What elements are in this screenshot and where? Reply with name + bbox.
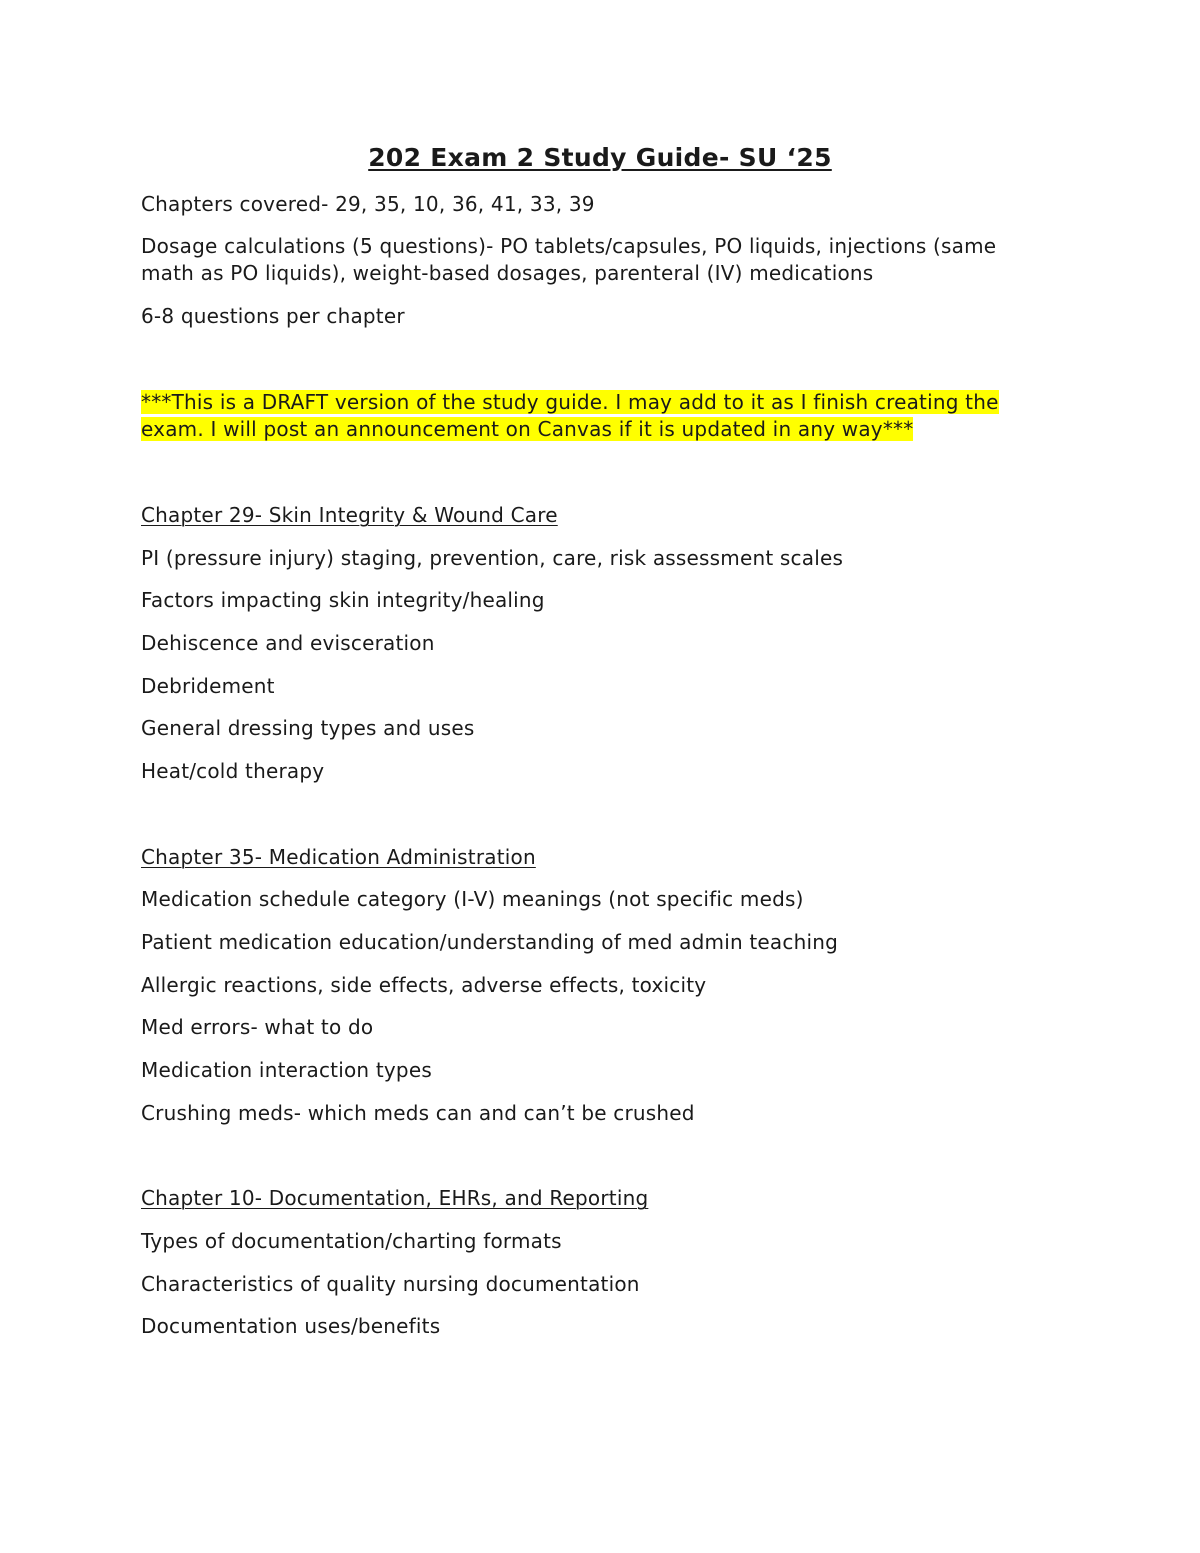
list-item: Allergic reactions, side effects, adverse effects, toxicity bbox=[141, 973, 707, 997]
list-item: Patient medication education/understanding of med admin teaching bbox=[141, 930, 838, 954]
section-heading-chapter-10: Chapter 10- Documentation, EHRs, and Reporting bbox=[141, 1186, 649, 1210]
draft-notice-highlight-1: ***This is a DRAFT version of the study guide. I may add to it as I finish creating the bbox=[141, 390, 999, 414]
list-item: General dressing types and uses bbox=[141, 716, 475, 740]
list-item: Characteristics of quality nursing documentation bbox=[141, 1272, 640, 1296]
list-item: Crushing meds- which meds can and can’t be crushed bbox=[141, 1101, 695, 1125]
list-item: Heat/cold therapy bbox=[141, 759, 325, 783]
chapters-covered-text: Chapters covered- 29, 35, 10, 36, 41, 33, 39 bbox=[141, 192, 595, 216]
list-item: Dehiscence and evisceration bbox=[141, 631, 435, 655]
draft-notice-line2 bbox=[141, 416, 913, 443]
list-item: Debridement bbox=[141, 674, 275, 698]
draft-notice-line1 bbox=[141, 389, 999, 416]
list-item: Documentation uses/benefits bbox=[141, 1314, 441, 1338]
draft-notice-highlight-2: exam. I will post an announcement on Canvas if it is updated in any way*** bbox=[141, 417, 914, 441]
questions-per-chapter-text: 6-8 questions per chapter bbox=[141, 304, 405, 328]
list-item: Medication interaction types bbox=[141, 1058, 432, 1082]
section-heading-chapter-35: Chapter 35- Medication Administration bbox=[141, 845, 536, 869]
list-item: Factors impacting skin integrity/healing bbox=[141, 588, 545, 612]
list-item: Types of documentation/charting formats bbox=[141, 1229, 562, 1253]
list-item: Medication schedule category (I-V) meanings (not specific meds) bbox=[141, 887, 804, 911]
section-heading-chapter-29: Chapter 29- Skin Integrity & Wound Care bbox=[141, 503, 558, 527]
list-item: PI (pressure injury) staging, prevention, care, risk assessment scales bbox=[141, 546, 844, 570]
dosage-calculations-text-line2: math as PO liquids), weight-based dosages, parenteral (IV) medications bbox=[141, 261, 874, 285]
list-item: Med errors- what to do bbox=[141, 1015, 374, 1039]
document-title-text: 202 Exam 2 Study Guide- SU ‘25 bbox=[368, 143, 832, 172]
dosage-calculations-text-line1: Dosage calculations (5 questions)- PO tablets/capsules, PO liquids, injections (same bbox=[141, 234, 997, 258]
document-title bbox=[0, 141, 1200, 175]
